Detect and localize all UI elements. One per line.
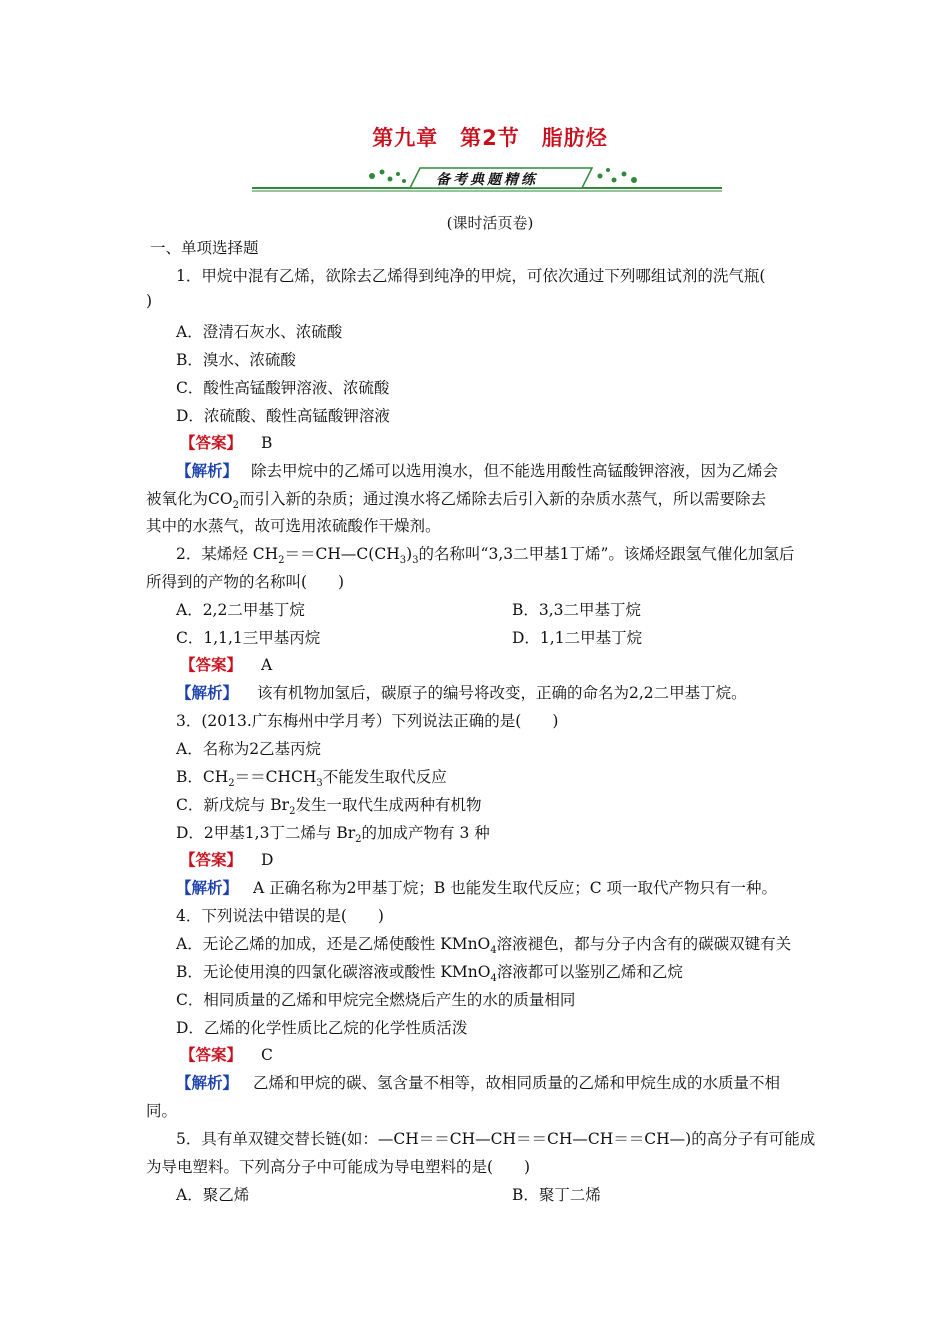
explanation-tag: 【解析】 <box>176 879 239 897</box>
q2-option-c: C．1,1,1三甲基丙烷 <box>176 629 321 647</box>
q2-stem-d: 的名称叫“3,3二甲基1丁烯”。该烯烃跟氢气催化加氢后 <box>418 545 795 563</box>
q1-explanation-line1 <box>176 459 778 481</box>
q4-opt-b-a: B．无论使用溴的四氯化碳溶液或酸性 KMnO <box>176 963 491 981</box>
q3-option-d <box>176 821 490 845</box>
chapter-title: 第九章 第2节 脂肪烃 <box>372 126 608 150</box>
answer-tag: 【答案】 <box>180 1046 243 1064</box>
q4-opt-a-sub: 4 <box>490 945 497 957</box>
q1-option-c: C．酸性高锰酸钾溶液、浓硫酸 <box>176 379 390 397</box>
q3-opt-b-sub: 2 <box>228 778 235 790</box>
answer-tag: 【答案】 <box>180 434 243 452</box>
q1-exp2-part-a: 被氧化为CO <box>146 490 233 508</box>
q1-explanation-line2 <box>146 487 766 511</box>
q3-option-c <box>176 793 481 817</box>
q3-option-a: A．名称为2乙基丙烷 <box>176 740 322 758</box>
q4-option-a <box>176 932 791 956</box>
q3-opt-b-sub2: 3 <box>316 778 323 790</box>
q4-option-c: C．相同质量的乙烯和甲烷完全燃烧后产生的水的质量相同 <box>176 991 576 1009</box>
q5-option-b: B．聚丁二烯 <box>512 1186 601 1204</box>
q2-answer-row <box>180 653 272 675</box>
q3-opt-c-sub: 2 <box>289 806 296 818</box>
explanation-tag: 【解析】 <box>176 684 239 702</box>
section-banner <box>252 166 722 194</box>
q5-stem-line2: 为导电塑料。下列高分子中可能成为导电塑料的是( ) <box>146 1158 531 1176</box>
q1-option-d: D．浓硫酸、酸性高锰酸钾溶液 <box>176 407 390 425</box>
q1-stem-line2: ) <box>146 292 153 310</box>
q4-stem: 4．下列说法中错误的是( ) <box>176 907 384 925</box>
q4-explanation-line1 <box>176 1071 780 1093</box>
q5-option-a: A．聚乙烯 <box>176 1186 250 1204</box>
q4-option-b <box>176 960 683 984</box>
q4-answer: C <box>260 1046 273 1064</box>
q1-exp2-part-b: 而引入新的杂质；通过溴水将乙烯除去后引入新的杂质水蒸气，所以需要除去 <box>238 490 766 508</box>
q3-opt-b-a: B．CH <box>176 768 229 786</box>
q5-stem-line1: 5．具有单双键交替长链(如：—CH＝＝CH—CH＝＝CH—CH＝＝CH—)的高分子有可能成 <box>176 1130 816 1148</box>
q2-explanation-line1 <box>176 681 747 703</box>
q3-opt-b-b: ＝＝CHCH <box>234 768 317 786</box>
q3-opt-d-b: 的加成产物有 3 种 <box>361 824 490 842</box>
q2-stem-line1 <box>176 542 794 566</box>
q3-answer-row <box>180 848 273 870</box>
q4-opt-a-a: A．无论乙烯的加成，还是乙烯使酸性 KMnO <box>176 935 491 953</box>
q1-exp2-sub: 2 <box>232 500 239 512</box>
q3-stem: 3．(2013.广东梅州中学月考）下列说法正确的是( ) <box>176 712 559 730</box>
q2-stem-b: ＝＝CH—C(CH <box>284 545 400 563</box>
explanation-tag: 【解析】 <box>176 462 239 480</box>
q2-stem-c: ) <box>406 545 413 563</box>
q4-option-d: D．乙烯的化学性质比乙烷的化学性质活泼 <box>176 1019 468 1037</box>
q4-opt-b-b: 溶液都可以鉴别乙烯和乙烷 <box>496 963 683 981</box>
q2-answer: A <box>260 656 273 674</box>
q4-opt-a-b: 溶液褪色，都与分子内含有的碳碳双键有关 <box>496 935 792 953</box>
q3-opt-d-a: D．2甲基1,3丁二烯与 Br <box>176 824 356 842</box>
q3-option-b <box>176 765 447 789</box>
q1-option-b: B．溴水、浓硫酸 <box>176 351 296 369</box>
q1-explanation-text1: 除去甲烷中的乙烯可以选用溴水，但不能选用酸性高锰酸钾溶液，因为乙烯会 <box>250 462 778 480</box>
banner-label: 备考典题精练 <box>436 172 538 188</box>
q4-opt-b-sub: 4 <box>490 973 497 985</box>
q2-stem-sub1: 2 <box>278 555 285 567</box>
section-heading: 一、单项选择题 <box>150 239 259 257</box>
q2-option-b: B．3,3二甲基丁烷 <box>512 601 642 619</box>
q4-explanation-line2: 同。 <box>146 1102 178 1120</box>
q1-explanation-line3: 其中的水蒸气，故可选用浓硫酸作干燥剂。 <box>146 517 441 535</box>
q2-stem-a: 2．某烯烃 CH <box>176 545 279 563</box>
q3-opt-b-c: 不能发生取代反应 <box>322 768 447 786</box>
q1-option-a: A．澄清石灰水、浓硫酸 <box>176 323 343 341</box>
q3-answer: D <box>260 851 274 869</box>
q3-opt-c-b: 发生一取代生成两种有机物 <box>295 796 482 814</box>
explanation-tag: 【解析】 <box>176 1074 239 1092</box>
q1-answer: B <box>260 434 273 452</box>
q4-explanation-text1: 乙烯和甲烷的碳、氢含量不相等，故相同质量的乙烯和甲烷生成的水质量不相 <box>252 1074 780 1092</box>
q2-stem-sub2: 3 <box>399 555 407 567</box>
q3-opt-c-a: C．新戊烷与 Br <box>176 796 290 814</box>
q2-explanation-text: 该有机物加氢后，碳原子的编号将改变，正确的命名为2,2二甲基丁烷。 <box>256 684 747 702</box>
subtitle: (课时活页卷) <box>446 214 534 232</box>
q2-option-a: A．2,2二甲基丁烷 <box>176 601 305 619</box>
q2-option-d: D．1,1二甲基丁烷 <box>512 629 643 647</box>
q1-stem-line1: 1．甲烷中混有乙烯，欲除去乙烯得到纯净的甲烷，可依次通过下列哪组试剂的洗气瓶( <box>176 267 766 285</box>
answer-tag: 【答案】 <box>180 656 243 674</box>
q4-answer-row <box>180 1043 273 1065</box>
q3-opt-d-sub: 2 <box>355 834 362 846</box>
answer-tag: 【答案】 <box>180 851 243 869</box>
q2-stem-line2: 所得到的产物的名称叫( ) <box>146 573 345 591</box>
q2-stem-sub3: 3 <box>412 555 419 567</box>
q1-answer-row <box>180 431 272 453</box>
q3-explanation-line1 <box>176 876 777 898</box>
q3-explanation-text: A 正确名称为2甲基丁烷；B 也能发生取代反应；C 项一取代产物只有一种。 <box>252 879 778 897</box>
